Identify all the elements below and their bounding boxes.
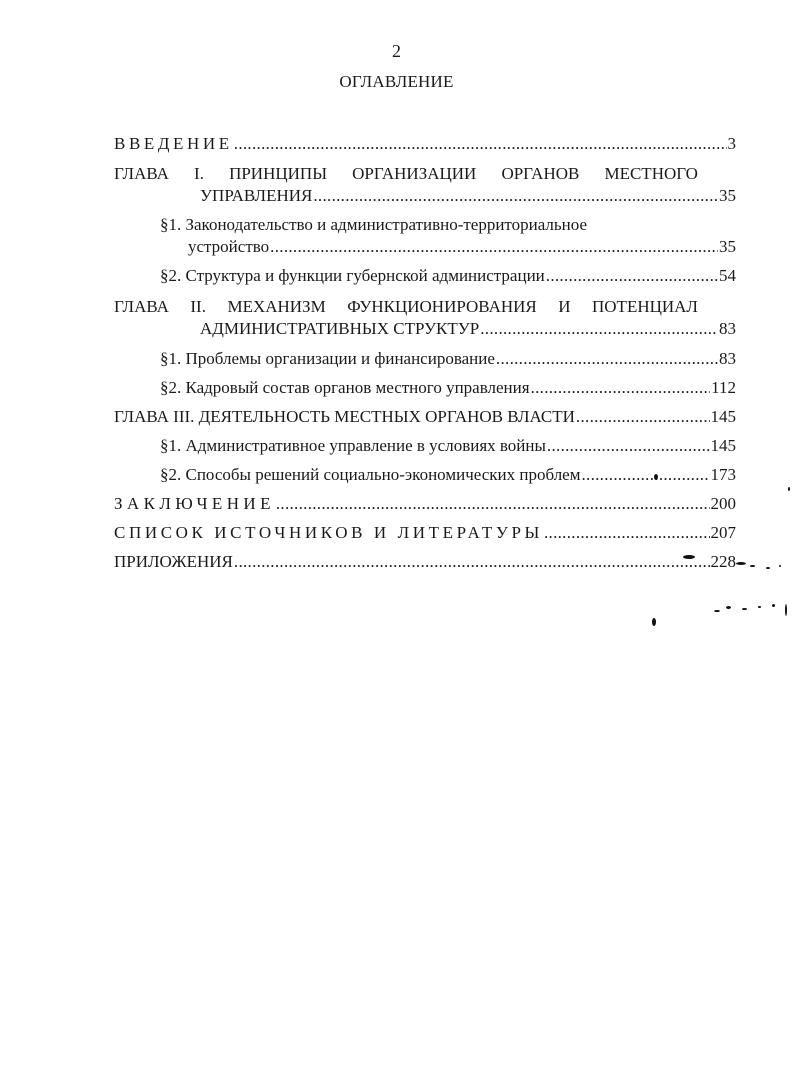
leader-dots	[270, 236, 718, 258]
toc-entry-title: §1. Законодательство и административно-территориальное	[160, 215, 588, 234]
leader-dots	[496, 348, 718, 370]
toc-entry-title: устройство	[188, 237, 270, 256]
title-word: ОРГАНОВ	[501, 164, 580, 183]
scan-speck	[683, 555, 695, 559]
title-word: ГЛАВА	[114, 164, 169, 183]
scan-speck	[726, 606, 731, 609]
toc-entry-page: 54	[719, 266, 736, 285]
toc-entry-page: 83	[719, 319, 736, 338]
toc-entry-page: 207	[710, 523, 736, 542]
toc-entry-title: §2. Кадровый состав органов местного управления	[160, 378, 530, 397]
toc-entry-appendix	[114, 551, 736, 573]
title-word: ГЛАВА	[114, 297, 169, 316]
page-number: 2	[392, 41, 401, 61]
title-word: ФУНКЦИОНИРОВАНИЯ	[347, 297, 537, 316]
title-word: МЕХАНИЗМ	[227, 297, 326, 316]
scan-speck	[766, 567, 770, 569]
scan-speck	[736, 562, 746, 565]
toc-entry-title: §1. Проблемы организации и финансирование	[160, 349, 495, 368]
toc-entry-title: ЗАКЛЮЧЕНИЕ	[114, 494, 275, 513]
title-word: II.	[190, 297, 206, 316]
toc-entry-page: 35	[719, 186, 736, 205]
title-word: ОРГАНИЗАЦИИ	[352, 164, 477, 183]
title-word: I.	[194, 164, 204, 183]
toc-entry-page: 35	[719, 237, 736, 256]
toc-entry-title-cont	[114, 318, 736, 340]
leader-dots	[581, 464, 709, 486]
scan-speck	[788, 487, 790, 491]
title-word: ПОТЕНЦИАЛ	[592, 297, 698, 316]
scan-speck	[779, 565, 781, 567]
leader-dots	[313, 185, 718, 207]
toc-entry-conclusion	[114, 493, 736, 515]
toc-entry-title: УПРАВЛЕНИЯ	[200, 186, 313, 205]
toc-entry-page: 145	[710, 436, 736, 455]
toc-entry-ch1-section-2	[114, 265, 736, 287]
toc-entry-page: 3	[727, 134, 736, 153]
title-word: И	[558, 297, 571, 316]
leader-dots	[531, 377, 711, 399]
toc-entry-chapter-1	[114, 163, 736, 207]
toc-entry-ch3-section-2	[114, 464, 736, 486]
toc-entry-ch1-section-1	[114, 214, 736, 258]
toc-entry-page: 145	[710, 407, 736, 426]
toc-entry-title: ВВЕДЕНИЕ	[114, 134, 233, 153]
leader-dots	[276, 493, 710, 515]
toc-entry-page: 173	[710, 465, 736, 484]
leader-dots	[576, 406, 710, 428]
toc-entry-title: §2. Структура и функции губернской администрации	[160, 266, 545, 285]
toc-entry-title: АДМИНИСТРАТИВНЫХ СТРУКТУР	[200, 319, 480, 338]
toc-entry-title-line	[114, 163, 736, 185]
leader-dots	[234, 551, 710, 573]
scan-speck	[652, 618, 656, 626]
table-of-contents	[114, 133, 736, 573]
toc-entry-ch3-section-1	[114, 435, 736, 457]
toc-entry-page: 200	[710, 494, 736, 513]
leader-dots	[544, 522, 710, 544]
toc-entry-introduction	[114, 133, 736, 155]
toc-entry-title: §1. Административное управление в условиях войны	[160, 436, 546, 455]
toc-entry-ch2-section-2	[114, 377, 736, 399]
leader-dots	[234, 133, 727, 155]
toc-title: ОГЛАВЛЕНИЕ	[339, 72, 454, 91]
scan-speck	[785, 604, 787, 616]
scan-speck	[772, 604, 775, 607]
toc-entry-title-cont	[114, 185, 736, 207]
toc-entry-page: 112	[711, 378, 736, 397]
scan-speck	[742, 608, 747, 610]
leader-dots	[480, 318, 718, 340]
toc-entry-page: 83	[719, 349, 736, 368]
toc-entry-chapter-2	[114, 296, 736, 340]
leader-dots	[547, 435, 710, 457]
toc-entry-title: ПРИЛОЖЕНИЯ	[114, 552, 233, 571]
toc-entry-title-line	[114, 296, 736, 318]
toc-entry-sources	[114, 522, 736, 544]
scan-speck	[654, 474, 658, 480]
toc-entry-ch2-section-1	[114, 348, 736, 370]
scan-speck	[758, 606, 761, 608]
title-word: ПРИНЦИПЫ	[229, 164, 328, 183]
toc-entry-title: §2. Способы решений социально-экономических проблем	[160, 465, 581, 484]
toc-entry-title-cont	[160, 236, 736, 258]
scan-speck	[750, 565, 755, 567]
leader-dots	[546, 265, 718, 287]
toc-entry-title: ГЛАВА III. ДЕЯТЕЛЬНОСТЬ МЕСТНЫХ ОРГАНОВ ВЛАСТИ	[114, 407, 575, 426]
title-word: МЕСТНОГО	[604, 164, 698, 183]
toc-entry-page: 228	[710, 552, 736, 571]
toc-entry-title: СПИСОК ИСТОЧНИКОВ И ЛИТЕРАТУРЫ	[114, 523, 543, 542]
toc-entry-chapter-3	[114, 406, 736, 428]
scan-speck	[714, 610, 720, 612]
